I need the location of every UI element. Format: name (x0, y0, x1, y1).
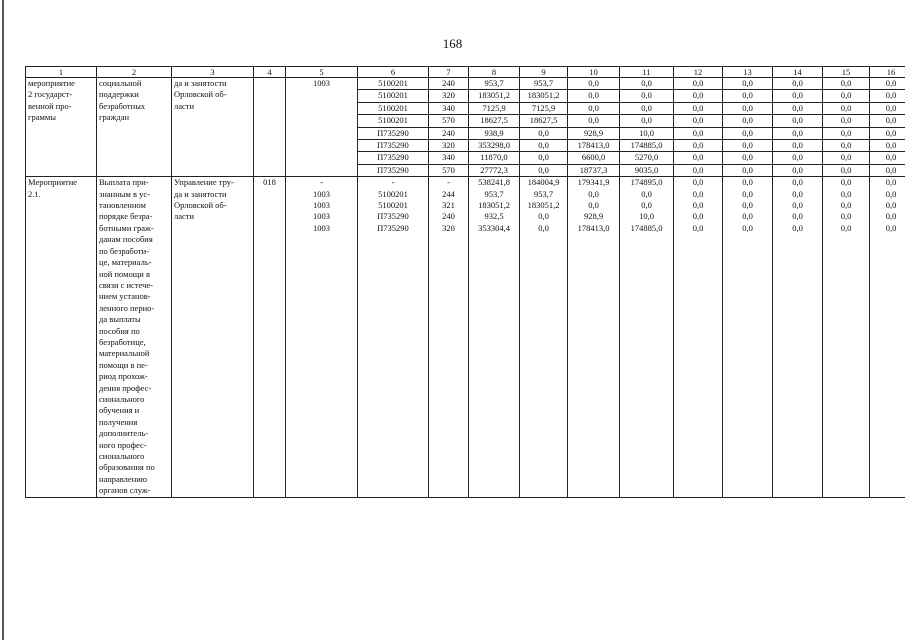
table-row (26, 78, 905, 90)
cell-line: пособия по (99, 325, 140, 336)
value-cell: 0,0 (773, 127, 823, 139)
value-cell: 18737,3 (568, 164, 620, 176)
value-cell: 0,0 (674, 127, 723, 139)
cell-line: 0,0 (840, 222, 852, 233)
value-cell: 0,0 (870, 90, 905, 102)
column-number: 13 (723, 67, 773, 78)
cell-line: 0,0 (742, 177, 753, 188)
value-cell: 0,0 (723, 78, 773, 90)
value-cell: 183051,2 (520, 90, 568, 102)
cell-line: органов служ- (99, 485, 151, 496)
cell-line: 0,0 (742, 188, 753, 199)
cell-line: 178413,0 (577, 222, 610, 233)
value-cell: 0,0 (823, 164, 870, 176)
value-cell: 5100201 (358, 102, 429, 114)
value-cell: 320 (429, 140, 469, 152)
cell-line: 0,0 (885, 222, 897, 233)
value-cell: 7125,9 (520, 102, 568, 114)
cell-line: 928,9 (583, 211, 604, 222)
activity-description (97, 78, 172, 177)
column-number: 10 (568, 67, 620, 78)
cell-line: граммы (28, 112, 56, 123)
column-number: 7 (429, 67, 469, 78)
value-cell: 0,0 (674, 90, 723, 102)
value-cell (568, 177, 620, 497)
value-cell: 0,0 (520, 164, 568, 176)
page-number: 168 (442, 36, 463, 51)
value-cell: 0,0 (870, 78, 905, 90)
column-number: 1 (26, 67, 97, 78)
cell-line: 0,0 (538, 211, 549, 222)
column-number: 12 (674, 67, 723, 78)
value-cell: 6600,0 (568, 152, 620, 164)
cell-line: 0,0 (538, 222, 549, 233)
value-cell: 7125,9 (469, 102, 520, 114)
column-number: 11 (620, 67, 674, 78)
value-cell: 0,0 (620, 78, 674, 90)
cell-line: 0,0 (885, 211, 897, 222)
cell-line: 10,0 (639, 211, 654, 222)
cell-line: 5100201 (378, 200, 408, 211)
cell-line: 0,0 (692, 177, 704, 188)
value-cell: 0,0 (723, 115, 773, 127)
value-cell: 0,0 (620, 102, 674, 114)
value-cell: 0,0 (674, 164, 723, 176)
value-cell: 928,9 (568, 127, 620, 139)
cell-line: 5100201 (378, 188, 408, 199)
activity-description (97, 177, 172, 497)
column-number: 2 (97, 67, 172, 78)
cell-line: дения профес- (99, 382, 152, 393)
cell-line: 0,0 (692, 211, 704, 222)
responsible-executor (172, 78, 254, 177)
cell-line: связи с истече- (99, 279, 153, 290)
cell-line: мероприятие (28, 78, 75, 88)
cell-line: 183051,2 (478, 200, 510, 211)
value-cell: 0,0 (870, 127, 905, 139)
value-cell: 0,0 (568, 78, 620, 90)
column-number: 3 (172, 67, 254, 78)
value-cell: 0,0 (823, 127, 870, 139)
value-cell: 5100201 (358, 78, 429, 90)
cell-line: 0,0 (742, 200, 753, 211)
cell-line: 320 (442, 222, 455, 233)
cell-line: 2.1. (28, 188, 41, 199)
value-cell: 178413,0 (568, 140, 620, 152)
budget-table (25, 66, 905, 498)
cell-line: дополнитель- (99, 428, 149, 439)
value-cell: 9035,0 (620, 164, 674, 176)
cell-line: ласти (174, 100, 195, 111)
cell-line: 184004,9 (527, 177, 560, 188)
cell-line: 1003 (313, 200, 330, 211)
value-cell: 0,0 (823, 78, 870, 90)
header-row (26, 67, 905, 78)
cell-line: це, материаль- (99, 257, 152, 268)
value-cell: 18627,5 (469, 115, 520, 127)
cell-line: 1003 (313, 222, 330, 233)
value-cell: 0,0 (520, 127, 568, 139)
cell-line: 321 (442, 200, 455, 211)
cell-line: сионального (99, 393, 145, 404)
value-cell: П735290 (358, 152, 429, 164)
cell-line: ботными граж- (99, 222, 154, 233)
cell-line: Орловской об- (174, 89, 227, 100)
value-cell: 0,0 (568, 90, 620, 102)
cell-line: 0,0 (742, 211, 753, 222)
cell-line: нием установ- (99, 291, 151, 302)
cell-line: 0,0 (588, 200, 599, 211)
value-cell: 18627,5 (520, 115, 568, 127)
activity-name (26, 177, 97, 497)
cell-line: - (391, 177, 395, 188)
cell-line: 1003 (313, 211, 330, 222)
cell-line: 0,0 (641, 188, 652, 199)
cell-line: направлению (99, 473, 148, 484)
cell-line: 0,0 (792, 177, 803, 188)
column-number: 15 (823, 67, 870, 78)
cell-line: да выплаты (99, 314, 141, 325)
value-cell: 0,0 (773, 152, 823, 164)
column-number: 16 (870, 67, 905, 78)
value-cell: 240 (429, 78, 469, 90)
cell-line: - (447, 177, 450, 188)
value-cell: 0,0 (823, 152, 870, 164)
cell-line: социальной (99, 78, 142, 88)
cell-line: Управление тру- (174, 177, 234, 188)
value-cell: 0,0 (823, 140, 870, 152)
value-cell: 0,0 (723, 127, 773, 139)
activity-name (26, 78, 97, 177)
cell-line: 0,0 (840, 200, 852, 211)
column-number: 6 (358, 67, 429, 78)
cell-line: 174885,0 (630, 222, 663, 233)
section-code (286, 78, 358, 177)
value-cell: 5100201 (358, 90, 429, 102)
cell-line: сионального (99, 451, 145, 461)
value-cell: 0,0 (870, 102, 905, 114)
column-number: 14 (773, 67, 823, 78)
cell-line: 953,7 (484, 188, 504, 199)
cell-line: получения (99, 416, 138, 427)
cell-line: 1003 (313, 188, 330, 199)
value-cell: 0,0 (723, 140, 773, 152)
column-number: 5 (286, 67, 358, 78)
cell-line: 174895,0 (630, 177, 663, 188)
cell-line: Выплата при- (99, 177, 149, 188)
cell-line: 0,0 (692, 188, 704, 199)
value-cell: 0,0 (870, 164, 905, 176)
value-cell: 0,0 (723, 90, 773, 102)
value-cell: 5100201 (358, 115, 429, 127)
cell-line: ной помощи в (99, 268, 150, 279)
table-row (26, 177, 905, 497)
column-number: 8 (469, 67, 520, 78)
cell-line: 0,0 (588, 188, 599, 199)
value-cell: 0,0 (520, 152, 568, 164)
cell-line: да и занятости (174, 78, 227, 88)
value-cell: 240 (429, 127, 469, 139)
value-cell: 0,0 (674, 115, 723, 127)
cell-line: 0,0 (885, 200, 897, 211)
value-cell: 0,0 (870, 140, 905, 152)
column-number: 4 (254, 67, 286, 78)
value-cell: 0,0 (823, 115, 870, 127)
value-cell: 0,0 (773, 115, 823, 127)
cell-line: граждан (99, 112, 130, 123)
cell-line: ленного перио- (99, 302, 155, 313)
cell-line: 0,0 (792, 211, 803, 222)
value-cell: 0,0 (674, 102, 723, 114)
value-cell: 0,0 (520, 140, 568, 152)
cell-line: П735290 (377, 222, 409, 233)
value-cell (520, 177, 568, 497)
value-cell (773, 177, 823, 497)
cell-line: тановленном (99, 200, 146, 211)
value-cell: 174885,0 (620, 140, 674, 152)
value-cell: П735290 (358, 127, 429, 139)
cell-line: 183051,2 (527, 200, 560, 211)
value-cell: 0,0 (870, 115, 905, 127)
value-cell: 0,0 (723, 102, 773, 114)
value-cell: П735290 (358, 140, 429, 152)
cell-line: 0,0 (840, 188, 852, 199)
value-cell: 0,0 (773, 164, 823, 176)
cell-line: 932,5 (484, 211, 504, 222)
value-cell: 340 (429, 102, 469, 114)
cell-line: 953,7 (533, 188, 554, 199)
value-cell: 0,0 (773, 140, 823, 152)
cell-line: по безработи- (99, 245, 149, 256)
cell-line: 0,0 (885, 188, 897, 199)
value-cell: П735290 (358, 164, 429, 176)
cell-line: 538241,8 (478, 177, 510, 188)
cell-line: П735290 (377, 211, 409, 222)
column-number: 9 (520, 67, 568, 78)
cell-line: 0,0 (692, 222, 704, 233)
value-cell: 0,0 (674, 78, 723, 90)
value-cell (469, 177, 520, 497)
cell-line: знанным в ус- (99, 188, 150, 199)
grbs-code: 018 (254, 177, 286, 497)
value-cell: 0,0 (773, 90, 823, 102)
value-cell (286, 177, 358, 497)
value-cell: 11870,0 (469, 152, 520, 164)
left-margin-rule (2, 0, 4, 640)
responsible-executor (172, 177, 254, 497)
cell-line: 0,0 (641, 200, 652, 211)
cell-line: ласти (174, 211, 195, 222)
value-cell (870, 177, 905, 497)
value-cell: 320 (429, 90, 469, 102)
cell-line: 0,0 (840, 177, 852, 188)
value-cell: 0,0 (620, 90, 674, 102)
value-cell: 570 (429, 115, 469, 127)
value-cell (674, 177, 723, 497)
value-cell: 953,7 (520, 78, 568, 90)
cell-line: обучения и (99, 405, 140, 416)
cell-line: 0,0 (742, 222, 753, 233)
value-cell: 340 (429, 152, 469, 164)
cell-line: порядке безра- (99, 211, 153, 222)
cell-line: 244 (442, 188, 455, 199)
cell-line: помощи в пе- (99, 359, 148, 370)
cell-line: 1003 (313, 78, 330, 88)
cell-line: 2 государст- (28, 89, 73, 100)
value-cell: 27772,3 (469, 164, 520, 176)
cell-line: да и занятости (174, 188, 227, 199)
value-cell: 953,7 (469, 78, 520, 90)
value-cell: 0,0 (773, 78, 823, 90)
value-cell: 0,0 (723, 164, 773, 176)
cell-line: 0,0 (792, 222, 803, 233)
cell-line: материальной (99, 348, 150, 359)
cell-line: Мероприятие (28, 177, 78, 188)
value-cell: 0,0 (620, 115, 674, 127)
cell-line: 240 (442, 211, 455, 222)
value-cell: 0,0 (674, 140, 723, 152)
grbs-code (254, 78, 286, 177)
cell-line: 0,0 (840, 211, 852, 222)
cell-line: данам пособия (99, 234, 153, 245)
value-cell: 0,0 (823, 102, 870, 114)
value-cell: 183051,2 (469, 90, 520, 102)
cell-line: образования по (99, 462, 155, 473)
cell-line: поддержки (99, 89, 139, 100)
cell-line: 0,0 (692, 200, 704, 211)
value-cell: 10,0 (620, 127, 674, 139)
cell-line: безработных (99, 100, 146, 111)
value-cell (723, 177, 773, 497)
value-cell: 570 (429, 164, 469, 176)
value-cell: 0,0 (773, 102, 823, 114)
value-cell: 938,9 (469, 127, 520, 139)
value-cell: 0,0 (823, 90, 870, 102)
value-cell: 0,0 (674, 152, 723, 164)
value-cell: 353298,0 (469, 140, 520, 152)
cell-line: ного профес- (99, 439, 147, 450)
value-cell (429, 177, 469, 497)
cell-line: 179341,9 (577, 177, 610, 188)
value-cell (823, 177, 870, 497)
value-cell: 0,0 (568, 115, 620, 127)
value-cell: 0,0 (568, 102, 620, 114)
value-cell (358, 177, 429, 497)
cell-line: 0,0 (792, 188, 803, 199)
cell-line: 0,0 (885, 177, 897, 188)
cell-line: - (320, 177, 323, 188)
value-cell (620, 177, 674, 497)
value-cell: 5270,0 (620, 152, 674, 164)
cell-line: 353304,4 (478, 222, 510, 233)
value-cell: 0,0 (723, 152, 773, 164)
cell-line: Орловской об- (174, 200, 227, 211)
cell-line: риод прохож- (99, 371, 148, 382)
value-cell: 0,0 (870, 152, 905, 164)
cell-line: венной про- (28, 100, 72, 111)
cell-line: 0,0 (792, 200, 803, 211)
cell-line: безработице, (99, 336, 146, 347)
